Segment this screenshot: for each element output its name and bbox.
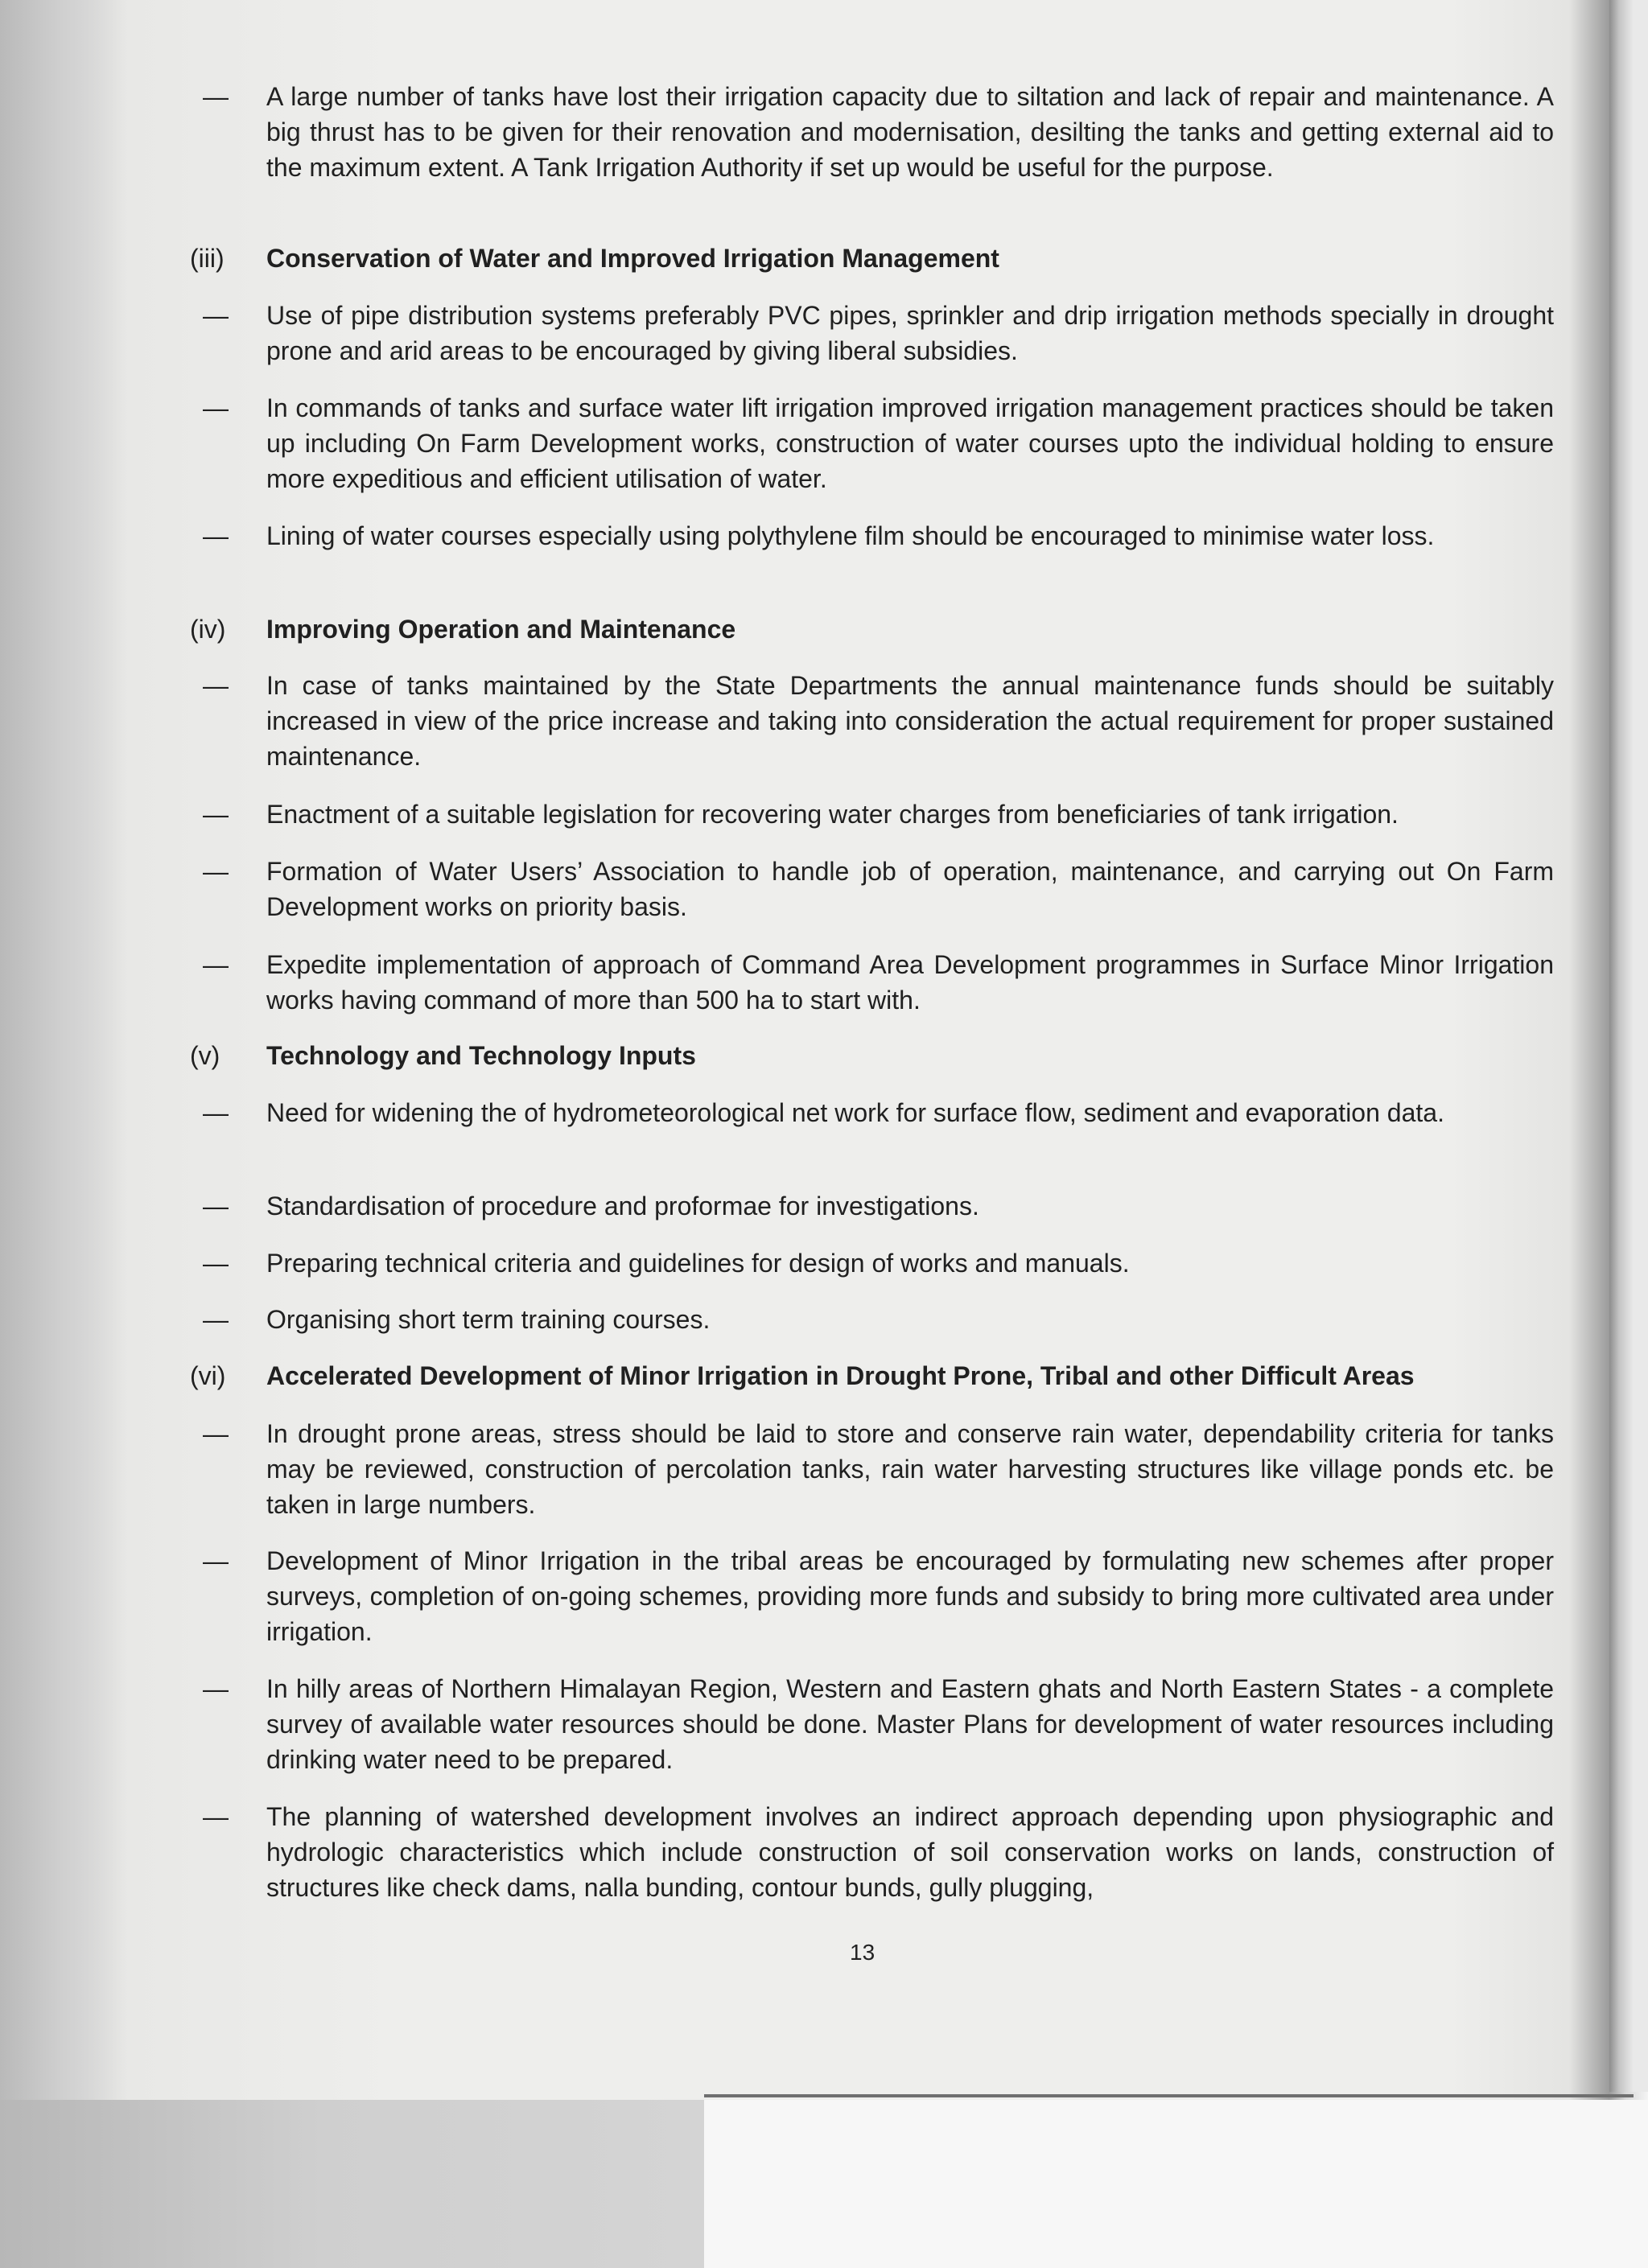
paragraph-text: Need for widening the of hydrometeorological net work for surface flow, sediment and evaporation data. (266, 1098, 1444, 1127)
paragraph-text: Organising short term training courses. (266, 1305, 711, 1334)
bullet-dash: — (203, 393, 229, 422)
bullet-dash: — (203, 1419, 229, 1448)
paragraph-text: The planning of watershed development involves an indirect approach depending upon physiographic and hydrologic characteristics which include construction of soil conservation works on lands, construction of structures like check dams, nalla bunding, contour bunds, gully plugging, (266, 1802, 1554, 1902)
paragraph-text: Formation of Water Users’ Association to handle job of operation, maintenance, and carrying out On Farm Development works on priority basis. (266, 857, 1554, 921)
bullet-dash: — (203, 301, 229, 330)
paragraph-text: In commands of tanks and surface water lift irrigation improved irrigation management practices should be taken up including On Farm Development works, construction of water courses upto the individual holding to ensure more expeditious and efficient utilisation of water. (266, 393, 1554, 493)
paragraph-text: Enactment of a suitable legislation for recovering water charges from beneficiaries of tank irrigation. (266, 800, 1399, 829)
section-number: (iv) (190, 615, 226, 644)
bullet-dash: — (203, 1674, 229, 1703)
paragraph-text: A large number of tanks have lost their irrigation capacity due to siltation and lack of repair and maintenance. A big thrust has to be given for their renovation and modernisation, desilting the tanks and getting external aid to the maximum extent. A Tank Irrigation Authority if set up would be useful for the purpose. (266, 82, 1554, 182)
bullet-dash: — (203, 1305, 229, 1334)
section-number: (iii) (190, 244, 225, 273)
bullet-dash: — (203, 1802, 229, 1831)
bullet-dash: — (203, 82, 229, 111)
bullet-dash: — (203, 671, 229, 700)
bullet-dash: — (203, 1192, 229, 1220)
section-title: Conservation of Water and Improved Irrigation Management (266, 244, 999, 273)
bullet-dash: — (203, 1249, 229, 1278)
paragraph-text: In drought prone areas, stress should be laid to store and conserve rain water, dependability criteria for tanks may be reviewed, construction of percolation tanks, rain water harvesting structures like village ponds etc. be taken in large numbers. (266, 1419, 1554, 1519)
paragraph-text: Preparing technical criteria and guidelines for design of works and manuals. (266, 1249, 1130, 1278)
paragraph-text: Standardisation of procedure and proformae for investigations. (266, 1192, 979, 1220)
section-number: (vi) (190, 1361, 226, 1390)
paragraph-text: In case of tanks maintained by the State Departments the annual maintenance funds should be suitably increased in view of the price increase and taking into consideration the actual requirement for proper sustained maintenance. (266, 671, 1554, 771)
paragraph-text: In hilly areas of Northern Himalayan Region, Western and Eastern ghats and North Eastern States - a complete survey of available water resources should be done. Master Plans for development of water resources including drinking water need to be prepared. (266, 1674, 1554, 1774)
bullet-dash: — (203, 1098, 229, 1127)
section-title: Technology and Technology Inputs (266, 1041, 696, 1070)
paragraph-text: Development of Minor Irrigation in the tribal areas be encouraged by formulating new schemes after proper surveys, completion of on-going schemes, providing more funds and subsidy to bring more cultivated area under irrigation. (266, 1546, 1554, 1646)
bullet-dash: — (203, 950, 229, 979)
section-title: Improving Operation and Maintenance (266, 615, 736, 644)
paragraph-text: Lining of water courses especially using polythylene film should be encouraged to minimise water loss. (266, 521, 1435, 550)
paragraph-text: Expedite implementation of approach of Command Area Development programmes in Surface Minor Irrigation works having command of more than 500 ha to start with. (266, 950, 1554, 1015)
paragraph-text: Use of pipe distribution systems preferably PVC pipes, sprinkler and drip irrigation methods specially in drought prone and arid areas to be encouraged by giving liberal subsidies. (266, 301, 1554, 365)
page-number: 13 (850, 1940, 876, 1965)
section-title: Accelerated Development of Minor Irrigation in Drought Prone, Tribal and other Difficult Areas (266, 1361, 1415, 1390)
bullet-dash: — (203, 857, 229, 886)
section-number: (v) (190, 1041, 220, 1070)
bullet-dash: — (203, 521, 229, 550)
bullet-dash: — (203, 1546, 229, 1575)
bullet-dash: — (203, 800, 229, 829)
